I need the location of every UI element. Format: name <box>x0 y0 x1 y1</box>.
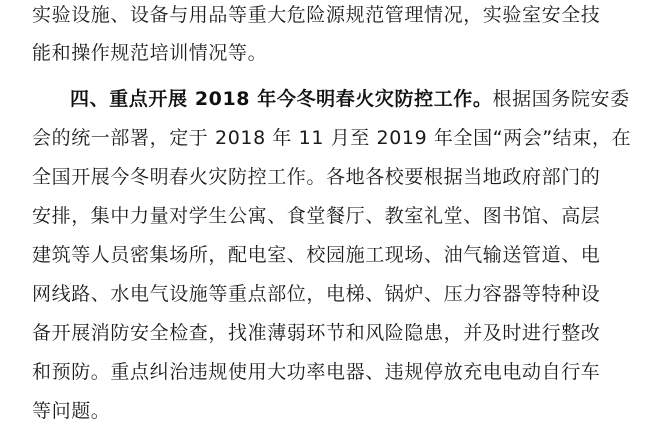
section-heading: 四、重点开展 2018 年今冬明春火灾防控工作。 <box>70 88 493 110</box>
paragraph-line-9: 备开展消防安全检查，找准薄弱环节和风险隐患，并及时进行整改 <box>32 322 601 344</box>
paragraph-line-1: 实验设施、设备与用品等重大危险源规范管理情况，实验室安全技 <box>32 4 601 26</box>
paragraph-line-7: 建筑等人员密集场所，配电室、校园施工现场、油气输送管道、电 <box>32 244 601 266</box>
paragraph-line-2: 能和操作规范培训情况等。 <box>32 42 268 64</box>
paragraph-line-11: 等问题。 <box>32 400 111 422</box>
paragraph-line-5: 全国开展今冬明春火灾防控工作。各地各校要根据当地政府部门的 <box>32 166 601 188</box>
section-body-start: 根据国务院安委 <box>492 88 630 110</box>
paragraph-line-4: 会的统一部署，定于 2018 年 11 月至 2019 年全国“两会”结束，在 <box>32 127 632 149</box>
paragraph-line-6: 安排，集中力量对学生公寓、食堂餐厅、教室礼堂、图书馆、高层 <box>32 205 601 227</box>
paragraph-line-8: 网线路、水电气设施等重点部位，电梯、锅炉、压力容器等特种设 <box>32 283 601 305</box>
section-line-1 <box>70 86 630 112</box>
paragraph-line-10: 和预防。重点纠治违规使用大功率电器、违规停放充电电动自行车 <box>32 361 601 383</box>
